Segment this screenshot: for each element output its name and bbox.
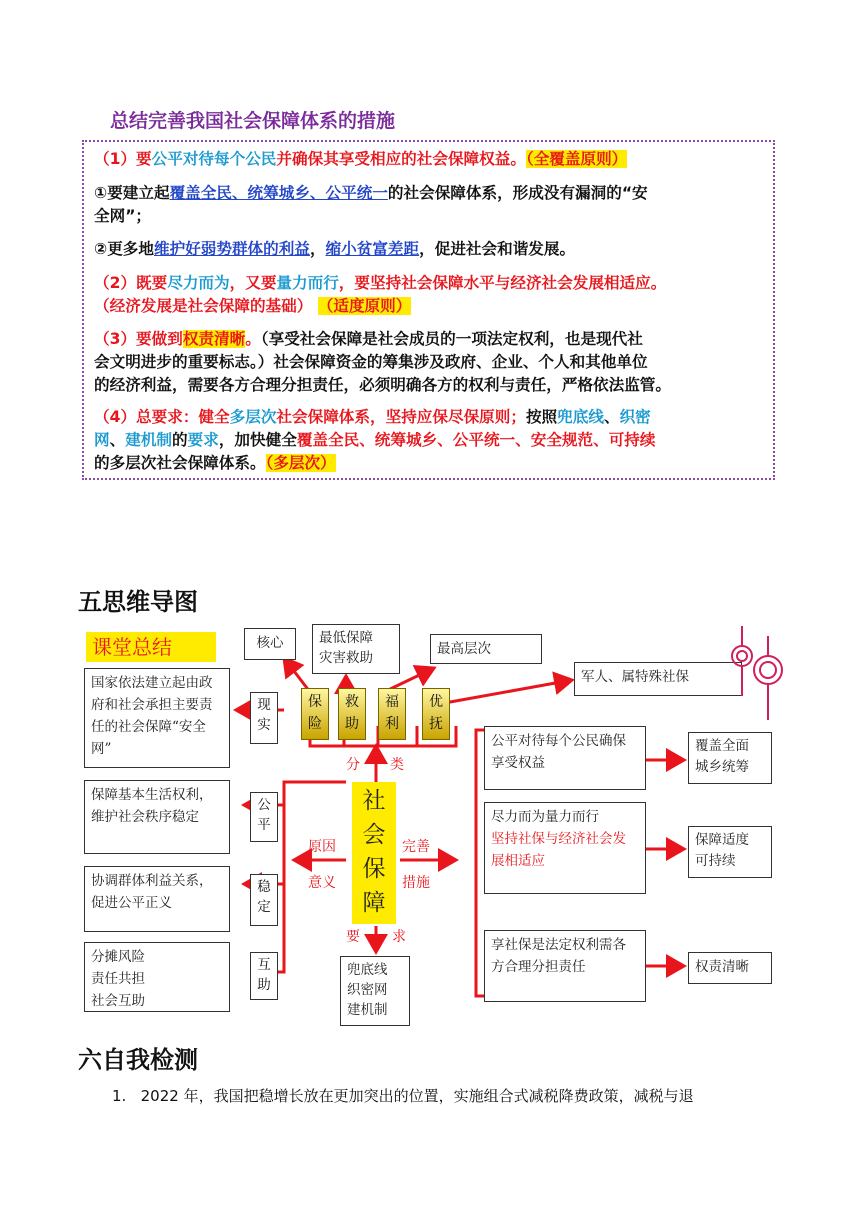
p1-1-key: 覆盖全民、统筹城乡、公平统一 [169,184,388,202]
top-box-highest: 最高层次 [430,634,542,664]
mind-map [84,622,784,1032]
p4-d: 社会保障体系 [276,408,370,426]
p4-prefix: （4）总要求： [94,408,199,426]
label-significance: 意义 [308,875,336,891]
p3-line1: （享受社会保障是社会成员的一项法定权利，也是现代社 [260,330,643,348]
p4-m: 的 [172,431,188,449]
result-box-2: 保障适度 可持续 [688,826,772,878]
p4-n: 要求 [187,431,219,449]
summary-point-2 [94,272,765,318]
p1-key: 公平对待每个公民 [151,150,277,168]
left-box-stability: 协调群体利益关系，促进公平正义 [84,866,230,932]
left-box-fairness: 保障基本生活权利，维护社会秩序稳定 [84,780,230,854]
measure-2-text: 尽力而为量力而行 [491,809,599,825]
left-box-reality: 国家依法建立起由政府和社会承担主要责任的社会保障“安全网” [84,668,230,768]
p1-1-prefix: ①要建立起 [94,184,170,202]
top-box-relief: 最低保障 灾害救助 [312,624,400,674]
section-heading-mindmap: 五思维导图 [78,588,198,616]
p1-2-prefix: ②更多地 [94,240,154,258]
p4-k: 、 [109,431,126,449]
summary-point-4 [94,406,765,475]
p2-prefix: （2）既要 [94,274,168,292]
requirement-box: 兜底线 织密网 建机制 [340,956,410,1026]
top-box-special: 军人、属特殊社保 [574,662,742,696]
p3-line3: 的经济利益，需要各方合理分担责任，必须明确各方的权利与责任，严格依法监管。 [94,376,671,394]
p4-c: 多层次 [229,408,277,426]
label-reason: 原因 [308,839,336,855]
p4-l: 建机制 [125,431,173,449]
question-1-number: 1. [112,1087,127,1105]
left-tag-stability: 稳定 [250,874,278,926]
p2-principle-tag: （适度原则） [317,297,412,315]
summary-point-1-1 [94,182,765,228]
p2-key2: 量力而行 [276,274,339,292]
label-lei: 类 [390,757,404,773]
center-social-security: 社会保障 [352,782,396,924]
p1-2-key1: 维护好弱势群体的利益 [153,240,310,258]
lesson-summary-label: 课堂总结 [86,632,216,662]
p4-j: 网 [94,431,110,449]
p3-line2: 会文明进步的重要标志。）社会保障资金的筹集涉及政府、企业、个人和其他单位 [94,353,648,371]
result-box-1: 覆盖全面 城乡统筹 [688,732,772,784]
p4-g: 兜底线 [557,408,604,426]
measure-2-red-text: 坚持社保与经济社会发展相适应 [491,831,626,869]
p2-key1: 尽力而为 [167,274,230,292]
p3-period: 。 [245,330,261,348]
left-tag-mutual-aid: 互助 [250,952,278,1000]
p1-rest: 并确保其享受相应的社会保障权益。 [276,150,526,168]
p4-q: 的多层次社会保障体系。 [94,454,266,472]
label-measures: 措施 [402,875,430,891]
category-welfare: 福利 [378,688,406,740]
p1-principle-tag: （全覆盖原则） [525,150,628,168]
p1-2-comma: ， [309,240,326,258]
p2-basis: （经济发展是社会保障的基础） [94,297,313,315]
result-box-3: 权责清晰 [688,952,772,984]
p2-rest: ，要坚持社会保障水平与经济社会发展相适应。 [338,274,667,292]
p4-e: ，坚持应保尽保原则； [370,408,526,426]
p4-f: 按照 [525,408,558,426]
label-fen: 分 [346,757,360,773]
summary-point-1-2 [94,238,765,261]
chinese-knot-icon [728,626,784,722]
measure-box-2 [484,802,646,894]
summary-title: 总结完善我国社会保障体系的措施 [110,110,396,132]
p1-1-end: 全网”； [94,207,152,225]
measure-box-1: 公平对待每个公民确保享受权益 [484,726,646,790]
left-tag-fairness: 公平 [250,792,278,842]
category-insurance: 保险 [301,688,329,740]
p2-mid: ，又要 [229,274,277,292]
category-relief: 救助 [338,688,366,740]
p1-2-key2: 缩小贫富差距 [325,240,420,258]
left-tag-reality: 现实 [250,692,278,744]
label-yao: 要 [346,929,360,945]
p1-1-rest: 的社会保障体系，形成没有漏洞的“安 [387,184,648,202]
summary-box [82,140,775,480]
question-1 [112,1085,694,1106]
p3-key: 权责清晰 [182,330,246,348]
p3-prefix: （3）要做到 [94,330,183,348]
label-qiu: 求 [392,929,406,945]
p1-2-rest: ，促进社会和谐发展。 [419,240,576,258]
p1-prefix: （1）要 [94,150,152,168]
p4-b: 健全 [198,408,230,426]
measure-box-3: 享社保是法定权利需各方合理分担责任 [484,930,646,1002]
p4-principle-tag: （多层次） [265,454,336,472]
p4-p: 覆盖全民、统筹城乡、公平统一、安全规范、可持续 [296,431,656,449]
section-heading-self-test: 六自我检测 [78,1046,198,1074]
category-special-care: 优抚 [422,688,450,740]
label-improve: 完善 [402,839,430,855]
top-box-core: 核心 [244,628,296,660]
p4-o: ，加快健全 [218,431,297,449]
p4-i: 织密 [619,408,651,426]
p4-h: 、 [603,408,620,426]
summary-point-3 [94,328,765,397]
summary-point-1 [94,148,765,171]
left-box-mutual-aid: 分摊风险 责任共担 社会互助 [84,942,230,1012]
question-1-text: 2022 年，我国把稳增长放在更加突出的位置，实施组合式减税降费政策，减税与退 [140,1087,694,1105]
